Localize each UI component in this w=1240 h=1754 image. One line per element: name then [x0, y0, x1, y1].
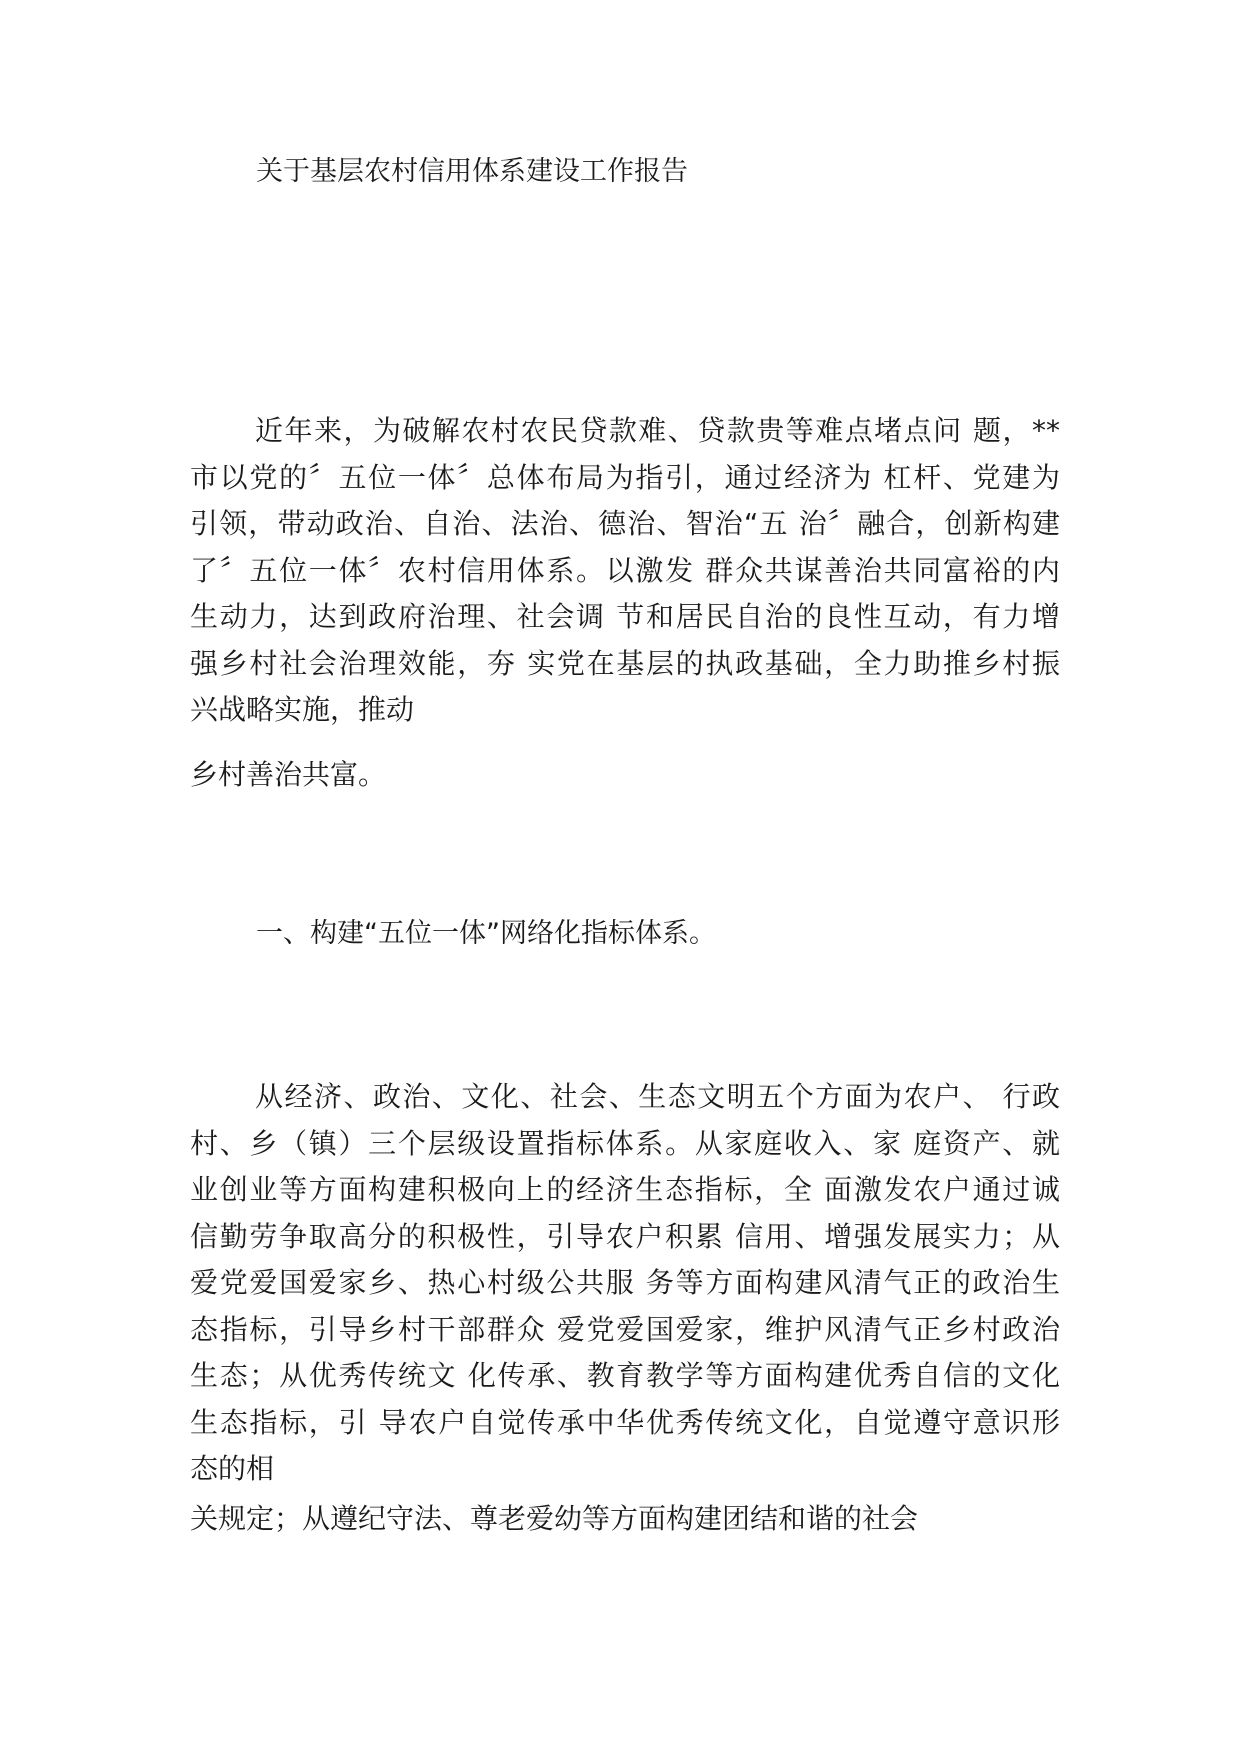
paragraph-line: 引领，带动政治、自治、法治、德治、智治“五 治〞融合，创新构建 — [190, 507, 1060, 540]
paragraph-line: 态的相 — [190, 1452, 275, 1485]
paragraph-line: 近年来，为破解农村农民贷款难、贷款贵等难点堵点问 题，** — [255, 414, 1060, 447]
paragraph-line: 强乡村社会治理效能，夯 实党在基层的执政基础，全力助推乡村振 — [190, 646, 1060, 680]
paragraph-intro — [190, 408, 1060, 734]
paragraph-line: 业创业等方面构建积极向上的经济生态指标，全 面激发农户通过诚 — [190, 1173, 1060, 1206]
paragraph-line: 生动力，达到政府治理、社会调 节和居民自治的良性互动，有力增 — [190, 600, 1060, 633]
paragraph-line: 兴战略实施，推动 — [190, 693, 415, 726]
paragraph-continuation: 乡村善治共富。 — [190, 758, 387, 791]
document-title: 关于基层农村信用体系建设工作报告 — [256, 156, 688, 187]
paragraph-line: 从经济、政治、文化、社会、生态文明五个方面为农户、 行政 — [255, 1080, 1060, 1113]
paragraph-line: 信勤劳争取高分的积极性，引导农户积累 信用、增强发展实力；从 — [190, 1219, 1060, 1253]
section-heading: 一、构建“五位一体”网络化指标体系。 — [256, 918, 716, 949]
paragraph-line: 了〞五位一体〞农村信用体系。以激发 群众共谋善治共同富裕的内 — [190, 553, 1060, 587]
paragraph-line: 村、乡（镇）三个层级设置指标体系。从家庭收入、家 庭资产、就 — [190, 1126, 1060, 1160]
paragraph-line: 生态指标，引 导农户自觉传承中华优秀传统文化，自觉遵守意识形 — [190, 1405, 1060, 1439]
paragraph-line: 爱党爱国爱家乡、热心村级公共服 务等方面构建风清气正的政治生 — [190, 1266, 1060, 1299]
paragraph-line: 态指标，引导乡村干部群众 爱党爱国爱家，维护风清气正乡村政治 — [190, 1312, 1060, 1346]
paragraph-line: 市以党的〞五位一体〞总体布局为指引，通过经济为 杠杆、党建为 — [190, 460, 1060, 494]
paragraph-body — [190, 1074, 1060, 1493]
paragraph-continuation: 关规定；从遵纪守法、尊老爱幼等方面构建团结和谐的社会 — [190, 1502, 919, 1535]
paragraph-line: 生态；从优秀传统文 化传承、教育教学等方面构建优秀自信的文化 — [190, 1359, 1060, 1392]
